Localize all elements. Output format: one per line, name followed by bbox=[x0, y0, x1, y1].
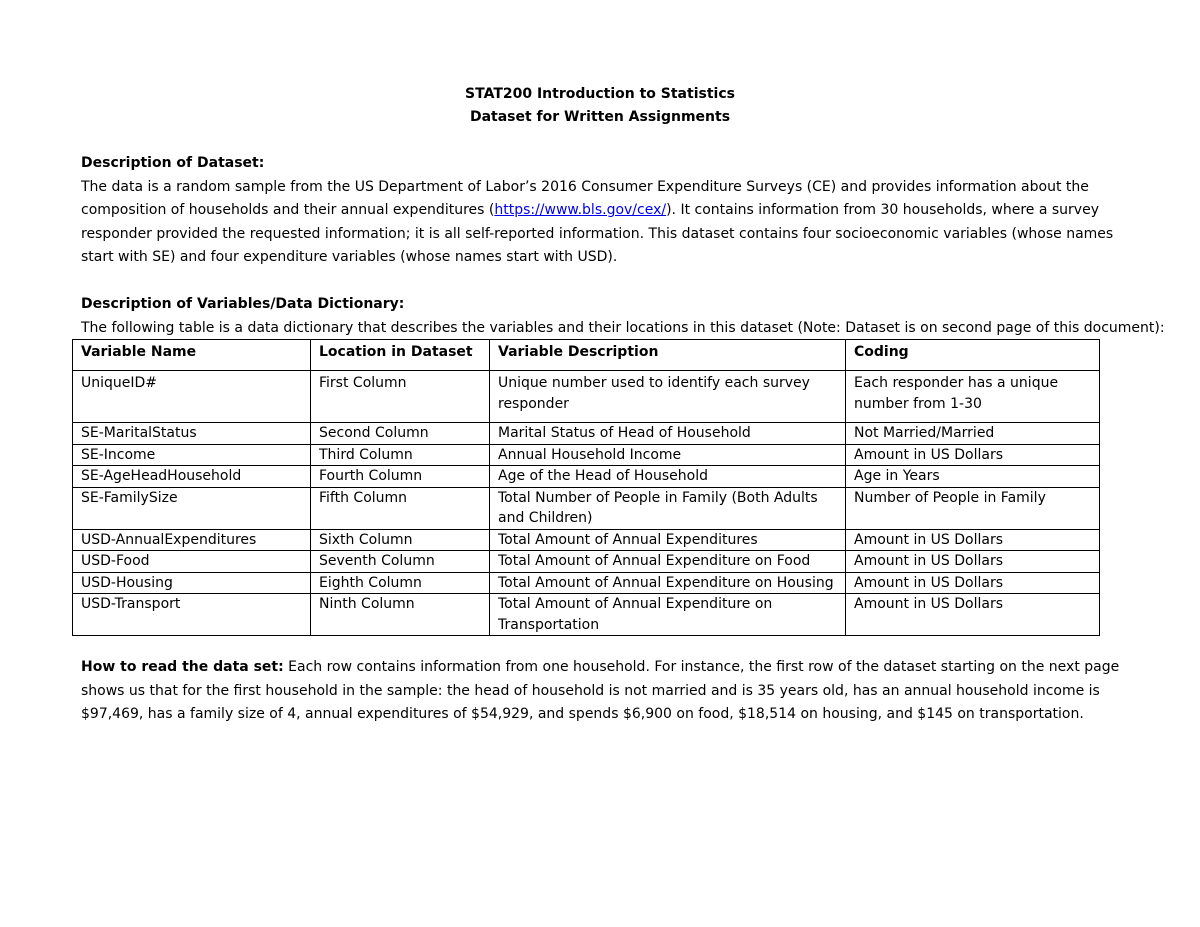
table-row bbox=[73, 487, 1100, 529]
table-cell: USD-Transport bbox=[73, 594, 311, 636]
table-cell: Fifth Column bbox=[311, 487, 490, 529]
table-row bbox=[73, 466, 1100, 488]
table-cell: UniqueID# bbox=[73, 371, 311, 423]
table-cell: Amount in US Dollars bbox=[846, 572, 1100, 594]
dataset-description bbox=[81, 152, 1121, 270]
table-cell: Amount in US Dollars bbox=[846, 444, 1100, 466]
dictionary-intro: The following table is a data dictionary that describes the variables and their locations in this dataset (Note: Dataset is on second page of this document): bbox=[81, 319, 1165, 336]
document-title: STAT200 Introduction to Statistics bbox=[465, 86, 735, 102]
column-header: Location in Dataset bbox=[311, 340, 490, 371]
table-cell: SE-FamilySize bbox=[73, 487, 311, 529]
table-cell: Total Number of People in Family (Both Adults and Children) bbox=[490, 487, 846, 529]
table-cell: Second Column bbox=[311, 423, 490, 445]
table-cell: Amount in US Dollars bbox=[846, 594, 1100, 636]
table-cell: Total Amount of Annual Expenditure on Housing bbox=[490, 572, 846, 594]
table-cell: SE-Income bbox=[73, 444, 311, 466]
table-cell: Age of the Head of Household bbox=[490, 466, 846, 488]
table-cell: USD-Food bbox=[73, 551, 311, 573]
table-cell: Annual Household Income bbox=[490, 444, 846, 466]
bls-link[interactable]: https://www.bls.gov/cex/ bbox=[494, 202, 667, 218]
title-block bbox=[0, 83, 1200, 129]
how-to-read-label: How to read the data set: bbox=[81, 659, 284, 675]
table-cell: Third Column bbox=[311, 444, 490, 466]
table-row bbox=[73, 444, 1100, 466]
table-cell: Each responder has a unique number from 1-30 bbox=[846, 371, 1100, 423]
table-cell: Amount in US Dollars bbox=[846, 551, 1100, 573]
dataset-description-text bbox=[81, 176, 1121, 270]
table-cell: Sixth Column bbox=[311, 529, 490, 551]
table-row bbox=[73, 551, 1100, 573]
table-cell: USD-Housing bbox=[73, 572, 311, 594]
table-cell: Not Married/Married bbox=[846, 423, 1100, 445]
how-to-read-section bbox=[81, 656, 1121, 727]
table-cell: Seventh Column bbox=[311, 551, 490, 573]
data-dictionary-table bbox=[72, 339, 1100, 636]
column-header: Coding bbox=[846, 340, 1100, 371]
table-row bbox=[73, 594, 1100, 636]
dataset-description-heading: Description of Dataset: bbox=[81, 155, 265, 171]
table-cell: Number of People in Family bbox=[846, 487, 1100, 529]
table-cell: SE-MaritalStatus bbox=[73, 423, 311, 445]
table-row bbox=[73, 529, 1100, 551]
table-cell: Marital Status of Head of Household bbox=[490, 423, 846, 445]
table-header-row bbox=[73, 340, 1100, 371]
table-cell: USD-AnnualExpenditures bbox=[73, 529, 311, 551]
table-cell: Fourth Column bbox=[311, 466, 490, 488]
document-subtitle: Dataset for Written Assignments bbox=[469, 109, 731, 125]
table-cell: SE-AgeHeadHousehold bbox=[73, 466, 311, 488]
table-cell: Total Amount of Annual Expenditure on Transportation bbox=[490, 594, 846, 636]
dictionary-section bbox=[81, 293, 1165, 340]
description-text-part1: The data is a random sample from the US Department of Labor’s 2016 Consumer Expenditure Surveys (CE) and provides information about the composition of households and their annual expenditures ( bbox=[81, 178, 1089, 218]
table-row bbox=[73, 371, 1100, 423]
table-cell: Amount in US Dollars bbox=[846, 529, 1100, 551]
column-header: Variable Name bbox=[73, 340, 311, 371]
table-cell: Unique number used to identify each survey responder bbox=[490, 371, 846, 423]
table-cell: Age in Years bbox=[846, 466, 1100, 488]
table-cell: Ninth Column bbox=[311, 594, 490, 636]
table-cell: Total Amount of Annual Expenditure on Food bbox=[490, 551, 846, 573]
how-to-read-text: Each row contains information from one household. For instance, the first row of the dataset starting on the next page shows us that for the first household in the sample: the head of household is not married and is 35 years old, has an annual household income is $97,469, has a family size of 4, annual expenditures of $54,929, and spends $6,900 on food, $18,514 on housing, and $145 on transportation. bbox=[81, 659, 1120, 722]
column-header: Variable Description bbox=[490, 340, 846, 371]
table-row bbox=[73, 423, 1100, 445]
table-row bbox=[73, 572, 1100, 594]
table-cell: Eighth Column bbox=[311, 572, 490, 594]
table-cell: Total Amount of Annual Expenditures bbox=[490, 529, 846, 551]
description-text-part2: ). It contains information from 30 households, where a survey responder provided the requested information; it is all self-reported information. This dataset contains four socioeconomic variables (whose names start with SE) and four expenditure variables (whose names start with USD). bbox=[81, 202, 1114, 265]
dictionary-heading: Description of Variables/Data Dictionary: bbox=[81, 296, 405, 312]
table-cell: First Column bbox=[311, 371, 490, 423]
